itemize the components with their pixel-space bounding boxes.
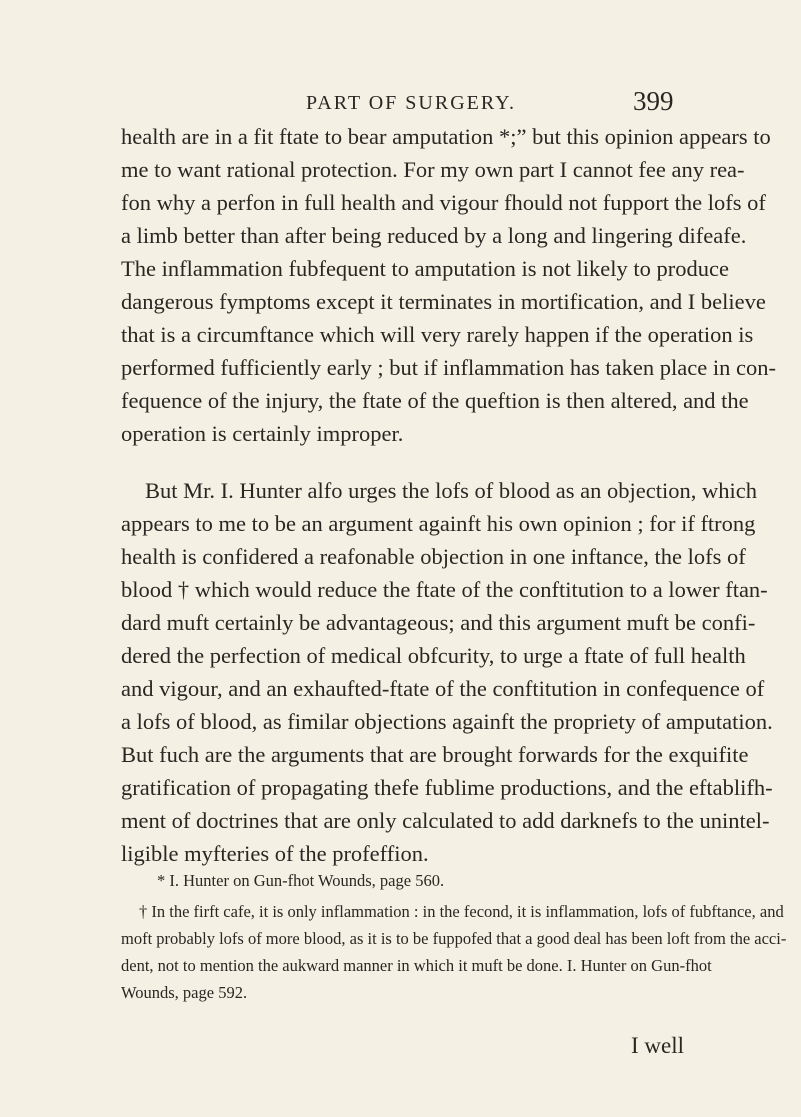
- text-line: me to want rational protection. For my own part I cannot fee any rea-: [121, 157, 745, 182]
- running-title: PART OF SURGERY.: [306, 92, 516, 114]
- footnote-1: [121, 867, 711, 894]
- footnotes: [121, 867, 787, 1006]
- text-line: blood † which would reduce the ftate of the conftitution to a lower ftan-: [121, 577, 768, 602]
- text-line: But fuch are the arguments that are brought forwards for the exquifite: [121, 742, 749, 767]
- text-line: ligible myfteries of the profeffion.: [121, 841, 429, 866]
- text-line: health is confidered a reafonable objection in one inftance, the lofs of: [121, 544, 746, 569]
- text-line: dard muft certainly be advantageous; and this argument muft be confi-: [121, 610, 756, 635]
- page-number: 399: [633, 86, 674, 116]
- text-line: dered the perfection of medical obfcurity, to urge a ftate of full health: [121, 643, 746, 668]
- text-line: dangerous fymptoms except it terminates in mortification, and I believe: [121, 289, 766, 314]
- footnote-line: * I. Hunter on Gun-fhot Wounds, page 560.: [157, 871, 445, 890]
- text-line: operation is certainly improper.: [121, 421, 404, 446]
- text-line: a lofs of blood, as fimilar objections againft the propriety of amputation.: [121, 709, 773, 734]
- text-line: ment of doctrines that are only calculated to add darknefs to the unintel-: [121, 808, 770, 833]
- paragraph-2: [121, 474, 773, 870]
- paragraph-1: [121, 120, 776, 450]
- text-line: performed fufficiently early ; but if inflammation has taken place in con-: [121, 355, 776, 380]
- main-text: [121, 120, 776, 870]
- text-line: fequence of the injury, the ftate of the queftion is then altered, and the: [121, 388, 749, 413]
- text-line: The inflammation fubfequent to amputation is not likely to produce: [121, 256, 729, 281]
- footnote-2: [121, 898, 787, 1006]
- text-line: a limb better than after being reduced by a long and lingering difeafe.: [121, 223, 747, 248]
- footnote-line: moft probably lofs of more blood, as it is to be fuppofed that a good deal has been loft from the acci-: [121, 929, 787, 948]
- footnote-line: Wounds, page 592.: [121, 983, 248, 1002]
- footnote-line: dent, not to mention the aukward manner in which it muft be done. I. Hunter on Gun-fhot: [121, 956, 712, 975]
- text-line: appears to me to be an argument againft his own opinion ; for if ftrong: [121, 511, 756, 536]
- text-line: gratification of propagating thefe fublime productions, and the eftablifh-: [121, 775, 773, 800]
- catchword: I well: [631, 1033, 685, 1058]
- paragraph-gap: [121, 450, 711, 474]
- text-line: But Mr. I. Hunter alfo urges the lofs of blood as an objection, which: [145, 478, 757, 503]
- text-line: fon why a perfon in full health and vigour fhould not fupport the lofs of: [121, 190, 766, 215]
- text-line: that is a circumftance which will very rarely happen if the operation is: [121, 322, 754, 347]
- text-line: health are in a fit ftate to bear amputation *;” but this opinion appears to: [121, 124, 771, 149]
- footnote-line: † In the firft cafe, it is only inflammation : in the fecond, it is inflammation, lofs of fubftance, and: [139, 902, 784, 921]
- text-line: and vigour, and an exhaufted-ftate of the conftitution in confequence of: [121, 676, 765, 701]
- running-head: [0, 86, 801, 120]
